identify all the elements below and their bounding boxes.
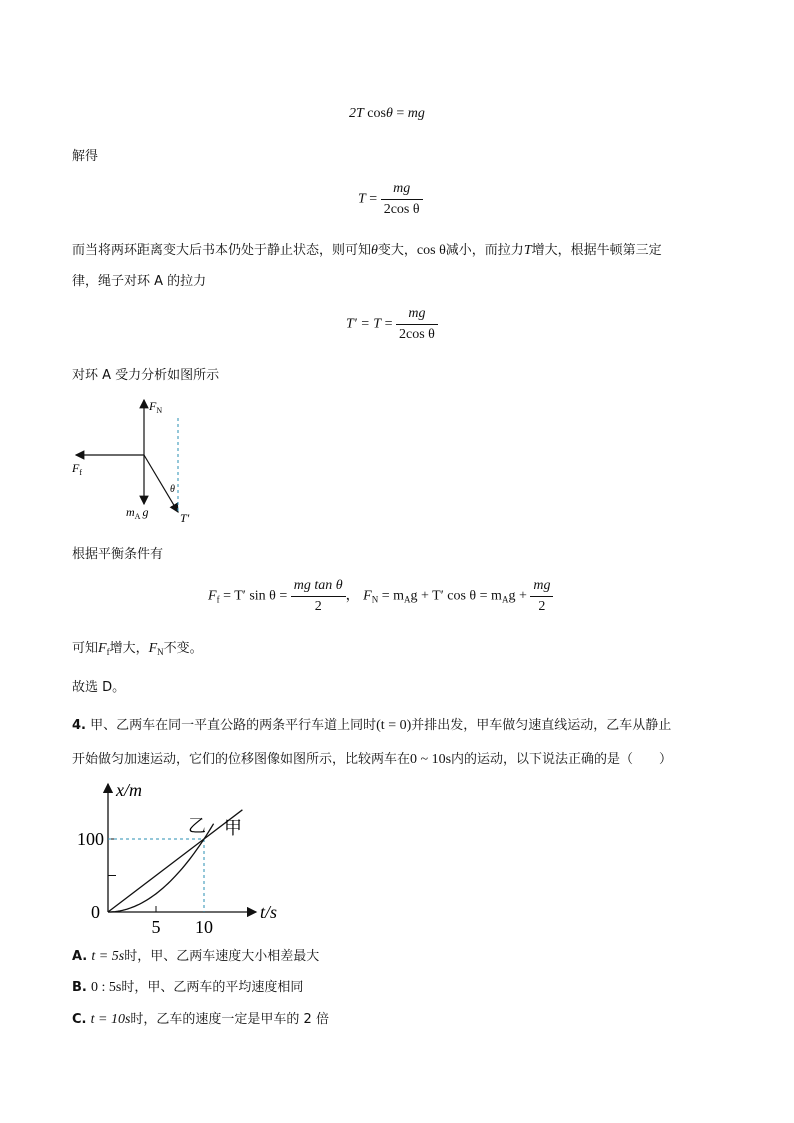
eq4-fraction-2	[530, 578, 553, 615]
equation-3	[346, 306, 438, 343]
q4-text-d: 内的运动，以下说法正确的是（ ）	[451, 752, 673, 767]
conclusion	[72, 637, 203, 657]
option-c-label: C.	[72, 1012, 87, 1027]
conclusion-fn-sub: N	[157, 647, 164, 657]
equation-1	[349, 106, 425, 122]
eq4-fn-sub: N	[371, 594, 379, 605]
eq4-part-a: = T′ sin θ =	[223, 588, 288, 604]
eq3-den: 2cos θ	[399, 327, 435, 342]
q4-condition: (t = 0)	[376, 718, 412, 733]
option-a-text: 时，甲、乙两车速度大小相差最大	[124, 949, 320, 964]
equation-2	[358, 181, 423, 218]
option-b-label: B.	[72, 980, 87, 995]
option-a	[72, 945, 319, 965]
x-tick-label-10: 10	[195, 917, 213, 937]
displacement-time-chart	[64, 772, 294, 942]
series-line-jia	[108, 810, 242, 912]
weight-label: $m_A$ g	[126, 505, 149, 521]
eq1-mg: mg	[407, 106, 425, 121]
eq2-num: mg	[381, 181, 423, 200]
question-number: 4.	[72, 718, 86, 733]
eq4-ff: F	[208, 588, 217, 604]
option-c-text: 时，乙车的速度一定是甲车的 2 倍	[130, 1012, 329, 1027]
eq2-lhs: T	[358, 191, 366, 207]
x-tick-label-0: 0	[91, 902, 100, 922]
theta-label: θ	[170, 484, 175, 495]
para1-text-c: 减小，而拉力	[445, 243, 524, 258]
para1-text-d: 增大，根据牛顿第三定	[531, 243, 662, 258]
para1-theta: θ	[371, 243, 378, 258]
eq1-cos: cos	[367, 106, 386, 121]
q4-text-c: 开始做匀加速运动，它们的位移图像如图所示，比较两车在	[72, 752, 411, 767]
y-tick-label-100: 100	[77, 829, 104, 849]
eq4-fraction-1	[291, 578, 346, 615]
eq2-den: 2cos θ	[383, 202, 420, 217]
q4-text-b: 并排出发，甲车做匀速直线运动，乙车从静止	[411, 718, 672, 733]
series-label-jia: 甲	[224, 818, 242, 838]
eq4-mc-sub: A	[501, 594, 509, 605]
answer: 故选 D。	[72, 680, 126, 695]
eq3-num: mg	[396, 306, 438, 325]
series-line-yi	[108, 824, 214, 912]
conclusion-fn: F	[148, 641, 158, 656]
fn-label: $F_N$	[149, 399, 163, 415]
option-b-text: 时，甲、乙两车的平均速度相同	[121, 980, 304, 995]
q4-text-a: 甲、乙两车在同一平直公路的两条平行车道上同时	[90, 718, 377, 733]
para1-text-a: 而当将两环距离变大后书本仍处于静止状态，则可知	[72, 243, 372, 258]
eq4-part-c: g + T′ cos θ = m	[410, 588, 502, 604]
conclusion-suffix: 不变。	[163, 641, 203, 656]
eq3-fraction	[396, 306, 438, 343]
balance-label: 根据平衡条件有	[72, 547, 164, 562]
eq1-2t: 2T	[349, 106, 364, 121]
ff-label: $F_f$	[72, 461, 83, 477]
eq1-equals: =	[396, 106, 405, 121]
eq2-fraction	[381, 181, 423, 218]
paragraph-1-line-1	[72, 239, 662, 259]
eq3-lhs: T′ = T	[346, 316, 382, 332]
eq4-fn: F	[363, 588, 372, 604]
solve-label: 解得	[72, 149, 99, 164]
analysis-label: 对环 A 受力分析如图所示	[72, 368, 220, 383]
question-4-line-1	[72, 714, 671, 734]
eq4-ff-sub: f	[216, 594, 220, 605]
question-4-line-2	[72, 748, 672, 768]
eq2-equals: =	[369, 191, 378, 207]
option-c-cond: t = 10s	[90, 1012, 131, 1027]
eq4-num1: mg tan θ	[291, 578, 346, 597]
q4-range: 0 ~ 10s	[410, 752, 452, 767]
force-diagram	[68, 392, 218, 532]
eq4-part-d: g +	[508, 588, 527, 604]
para1-text-b: 变大，	[377, 243, 417, 258]
option-b	[72, 976, 303, 996]
conclusion-mid: 增大，	[109, 641, 149, 656]
conclusion-ff-sub: f	[106, 647, 110, 657]
y-axis-label: x/m	[116, 780, 142, 800]
x-axis-label: t/s	[260, 902, 278, 922]
para1-cos: cos θ	[416, 243, 446, 258]
conclusion-prefix: 可知	[72, 641, 99, 656]
conclusion-ff: F	[98, 641, 107, 656]
option-a-label: A.	[72, 949, 88, 964]
eq4-num2: mg	[530, 578, 553, 597]
eq4-den1: 2	[314, 599, 322, 614]
option-a-cond: t = 5s	[91, 949, 125, 964]
para1-t: T	[523, 243, 532, 258]
tprime-label: T′	[180, 511, 190, 525]
x-tick-label-5: 5	[151, 917, 161, 937]
eq4-comma: ，	[345, 588, 360, 604]
eq3-equals: =	[384, 316, 393, 332]
paragraph-1-line-2: 律，绳子对环 A 的拉力	[72, 274, 207, 289]
eq1-theta: θ	[385, 106, 393, 121]
equation-4	[208, 578, 553, 615]
eq4-part-b: = m	[381, 588, 405, 604]
option-b-cond: 0 : 5s	[91, 980, 122, 995]
eq4-mb-sub: A	[404, 594, 411, 605]
option-c	[72, 1008, 329, 1028]
series-label-yi: 乙	[188, 816, 206, 836]
eq4-den2: 2	[538, 599, 546, 614]
